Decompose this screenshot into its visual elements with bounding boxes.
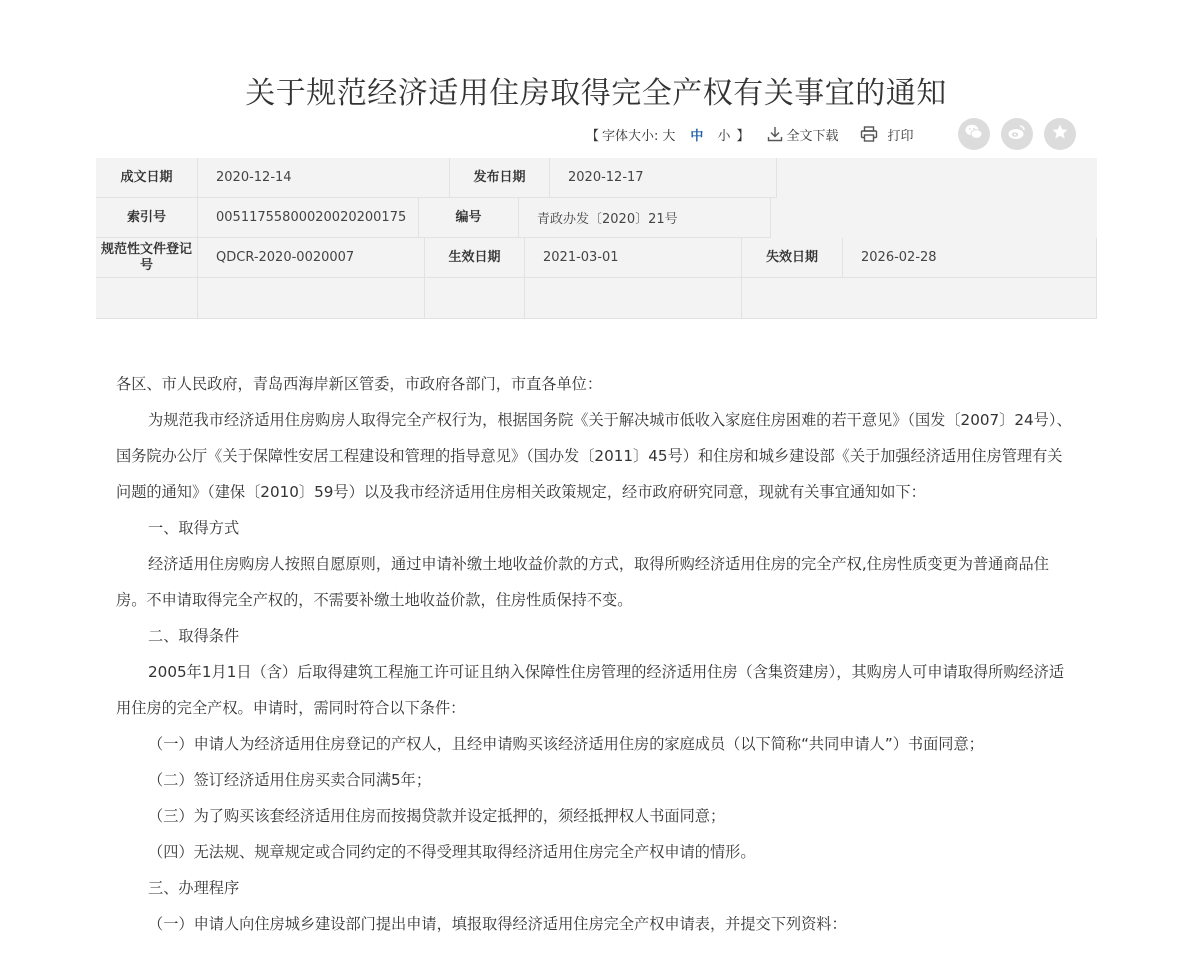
- salutation: 各区、市人民政府，青岛西海岸新区管委，市政府各部门，市直各单位：: [116, 375, 602, 393]
- index-label: 索引号: [96, 198, 198, 238]
- meta-empty-cell: [96, 278, 198, 319]
- bracket-close: 】: [736, 128, 750, 144]
- condition-item: （三）为了购买该套经济适用住房而按揭贷款并设定抵押的，须经抵押权人书面同意；: [148, 807, 726, 825]
- print-button[interactable]: [860, 125, 913, 144]
- font-size-small-button[interactable]: 小: [717, 128, 731, 144]
- publish-date-label: 发布日期: [450, 158, 550, 198]
- condition-item: （四）无法规、规章规定或合同约定的不得受理其取得经济适用住房完全产权申请的情形。: [148, 843, 756, 861]
- bracket-open: 【: [586, 128, 600, 144]
- meta-empty-cell: [742, 278, 1097, 319]
- article-body: [116, 366, 1074, 942]
- paragraph: 2005年1月1日（含）后取得建筑工程施工许可证且纳入保障性住房管理的经济适用住房（含集资建房），其购房人可申请取得所购经济适用住房的完全产权。申请时，需同时符合以下条件：: [116, 663, 1065, 717]
- article-toolbar: [586, 124, 914, 144]
- condition-item: （二）签订经济适用住房买卖合同满5年；: [148, 771, 432, 789]
- page-title: 关于规范经济适用住房取得完全产权有关事宜的通知: [245, 76, 947, 111]
- font-size-medium-button[interactable]: 中: [690, 128, 704, 144]
- section-heading: 一、取得方式: [148, 519, 240, 537]
- intro-paragraph: 为规范我市经济适用住房购房人取得完全产权行为，根据国务院《关于解决城市低收入家庭住房困难的若干意见》（国发〔2007〕24号）、国务院办公厅《关于保障性安居工程建设和管理的指导意见》（国办发〔2011〕45号）和住房和城乡建设部《关于加强经济适用住房管理有关问题的通知》（建保〔2010〕59号）以及我市经济适用住房相关政策规定，经市政府研究同意，现就有关事宜通知如下：: [116, 411, 1072, 501]
- font-size-large-button[interactable]: 大: [662, 128, 676, 144]
- printer-icon: [860, 126, 878, 142]
- reg-number-label: 规范性文件登记号: [96, 238, 198, 278]
- paragraph: 经济适用住房购房人按照自愿原则，通过申请补缴土地收益价款的方式，取得所购经济适用住房的完全产权,住房性质变更为普通商品住房。不申请取得完全产权的，不需要补缴土地收益价款，住房性质保持不变。: [116, 555, 1049, 609]
- meta-empty-cell: [425, 278, 525, 319]
- meta-empty-cell: [198, 278, 425, 319]
- print-label: 打印: [887, 128, 914, 144]
- reg-number-value: QDCR-2020-0020007: [198, 238, 425, 278]
- download-icon: [767, 126, 783, 142]
- date-written-value: 2020-12-14: [198, 158, 450, 198]
- wechat-icon: [964, 123, 984, 145]
- effective-date-label: 生效日期: [425, 238, 525, 278]
- publish-date-value: 2020-12-17: [550, 158, 777, 198]
- condition-item: （一）申请人为经济适用住房登记的产权人，且经申请购买该经济适用住房的家庭成员（以下简称“共同申请人”）书面同意；: [148, 735, 984, 753]
- document-metadata-table: [96, 158, 1097, 319]
- date-written-label: 成文日期: [96, 158, 198, 198]
- procedure-item: （一）申请人向住房城乡建设部门提出申请，填报取得经济适用住房完全产权申请表，并提交下列资料：: [148, 915, 847, 933]
- effective-date-value: 2021-03-01: [525, 238, 742, 278]
- download-label: 全文下载: [786, 128, 839, 144]
- index-value: 00511755800020020200175: [198, 198, 419, 238]
- section-heading: 二、取得条件: [148, 627, 240, 645]
- star-icon: [1051, 123, 1069, 145]
- expiry-date-value: 2026-02-28: [843, 238, 1097, 278]
- section-heading: 三、办理程序: [148, 879, 240, 897]
- weibo-icon: [1007, 123, 1027, 145]
- download-button[interactable]: [767, 125, 838, 144]
- favorite-button[interactable]: [1044, 118, 1076, 150]
- font-size-label: 字体大小:: [602, 128, 659, 144]
- meta-empty-cell: [525, 278, 742, 319]
- number-label: 编号: [419, 198, 519, 238]
- share-weibo-button[interactable]: [1001, 118, 1033, 150]
- number-value: 青政办发〔2020〕21号: [519, 198, 771, 238]
- share-wechat-button[interactable]: [958, 118, 990, 150]
- expiry-date-label: 失效日期: [742, 238, 843, 278]
